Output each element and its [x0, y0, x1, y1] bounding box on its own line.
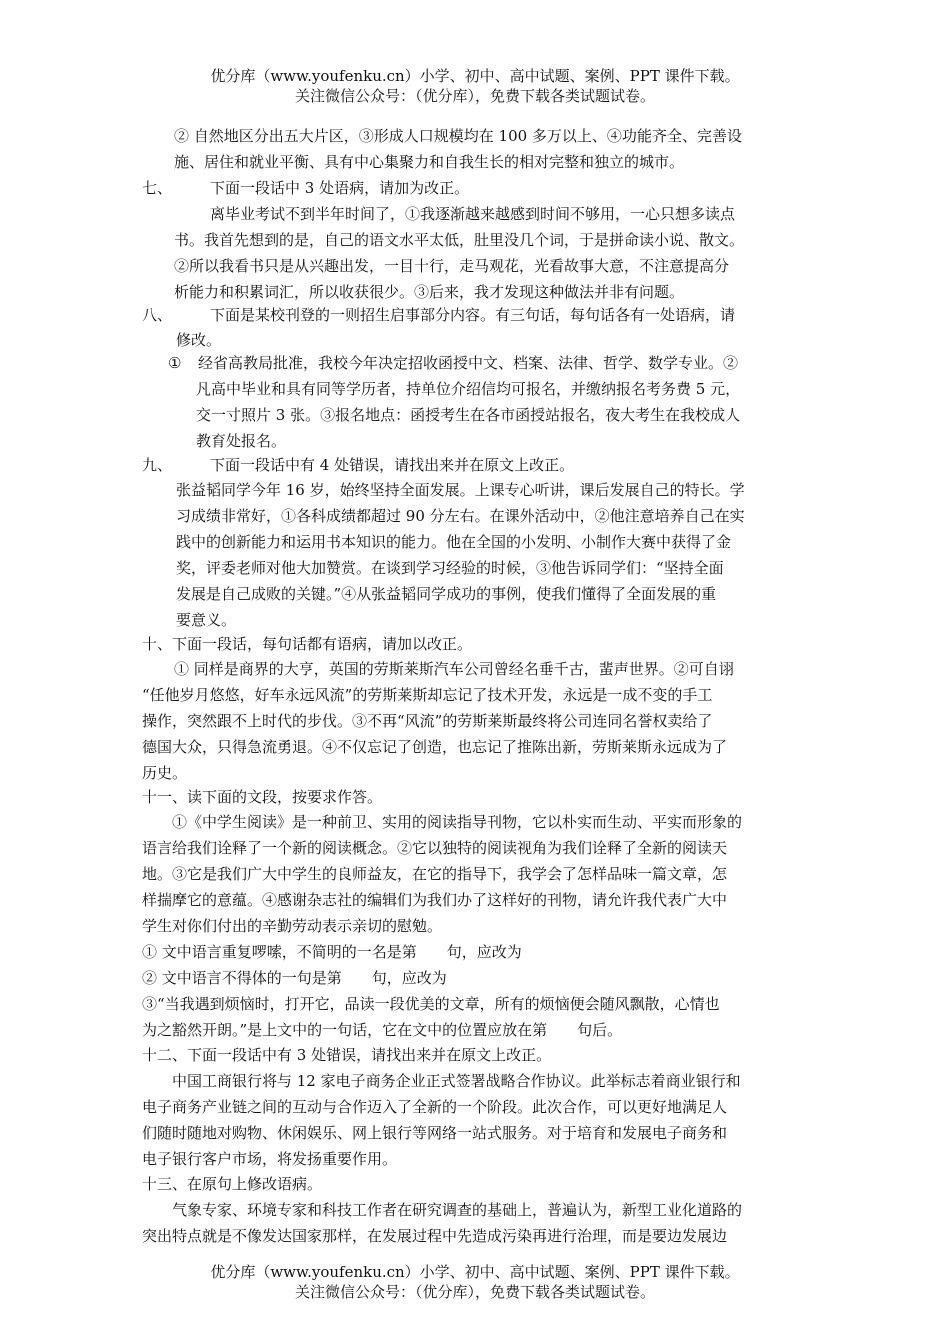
q10-title: 十、下面一段话，每句话都有语病，请加以改正。 [142, 635, 473, 653]
q13-line: 气象专家、环境专家和科技工作者在研究调查的基础上，普遍认为，新型工业化道路的 [172, 1201, 743, 1219]
q7-line: 离毕业考试不到半年时间了，①我逐渐越来越感到时间不够用，一心只想多读点 [210, 205, 736, 223]
q11-item: ③“当我遇到烦恼时，打开它，品读一段优美的文章，所有的烦恼便会随风飘散，心情也 [142, 995, 720, 1013]
footer-line-1: 优分库（www.youfenku.cn）小学、初中、高中试题、案例、PPT 课件下载。 [210, 1263, 740, 1281]
q12-title: 十二、下面一段话中有 3 处错误，请找出来并在原文上改正。 [142, 1046, 552, 1064]
q11-line: 样揣摩它的意蕴。④感谢杂志社的编辑们为我们办了这样好的刊物，请允许我代表广大中 [142, 891, 728, 909]
q12-line: 电子银行客户市场，将发扬重要作用。 [142, 1150, 398, 1168]
q7-line: 析能力和积累词汇，所以收获很少。③后来，我才发现这种做法并非有问题。 [174, 283, 685, 301]
q11-line: 地。③它是我们广大中学生的良师益友，在它的指导下，我学会了怎样品味一篇文章，怎 [142, 865, 728, 883]
q12-line: 中国工商银行将与 12 家电子商务企业正式签署战略合作协议。此举标志着商业银行和 [172, 1072, 741, 1090]
q9-title: 下面一段话中有 4 处错误，请找出来并在原文上改正。 [210, 456, 575, 474]
q8-line: 凡高中毕业和具有同等学历者，持单位介绍信均可报名，并缴纳报名考务费 5 元， [196, 380, 741, 398]
q11-line: 语言给我们诠释了一个新的阅读概念。②它以独特的阅读视角为我们诠释了全新的阅读天 [142, 839, 728, 857]
q9-number: 九、 [142, 456, 173, 474]
q11-line: 学生对你们付出的辛勤劳动表示亲切的慰勉。 [142, 917, 443, 935]
q8-line: 经省高教局批准，我校今年决定招收函授中文、档案、法律、哲学、数学专业。② [198, 354, 739, 372]
q12-line: 们随时随地对购物、休闲娱乐、网上银行等网络一站式服务。对于培育和发展电子商务和 [142, 1124, 728, 1142]
q9-line: 张益韬同学今年 16 岁，始终坚持全面发展。上课专心听讲，课后发展自己的特长。学 [176, 481, 745, 499]
q13-title: 十三、在原句上修改语病。 [142, 1175, 323, 1193]
q7-number: 七、 [142, 179, 173, 197]
q10-line: “任他岁月悠悠，好车永远风流”的劳斯莱斯却忘记了技术开发，永远是一成不变的手工 [142, 686, 713, 704]
q7-line: ②所以我看书只是从兴趣出发，一目十行，走马观花，光看故事大意，不注意提高分 [174, 257, 730, 275]
q8-marker: ① [168, 354, 182, 372]
q8-line: 交一寸照片 3 张。③报名地点：函授考生在各市函授站报名，夜大考生在我校成人 [196, 406, 741, 424]
q9-line: 习成绩非常好，①各科成绩都超过 90 分左右。在课外活动中，②他注意培养自己在实 [176, 507, 745, 525]
header-line-2: 关注微信公众号：（优分库），免费下载各类试题试卷。 [294, 87, 655, 105]
q8-number: 八、 [142, 306, 173, 324]
q11-item: 为之豁然开朗。”是上文中的一句话，它在文中的位置应放在第 句后。 [142, 1021, 623, 1039]
q7-title: 下面一段话中 3 处语病，请加为改正。 [210, 179, 470, 197]
q12-line: 电子商务产业链之间的互动与合作迈入了全新的一个阶段。此次合作，可以更好地满足人 [142, 1098, 728, 1116]
q11-title: 十一、读下面的文段，按要求作答。 [142, 788, 383, 806]
q10-line: ① 同样是商界的大亨，英国的劳斯莱斯汽车公司曾经名垂千古，蜚声世界。②可自诩 [174, 660, 734, 678]
page-header [0, 66, 950, 106]
q9-line: 发展是自己成败的关键。”④从张益韬同学成功的事例，使我们懂得了全面发展的重 [176, 585, 717, 603]
q11-item: ② 文中语言不得体的一句是第 句，应改为 [142, 969, 447, 987]
q8-line: 教育处报名。 [196, 432, 287, 450]
page-footer [0, 1262, 950, 1302]
continuation-line: 施、居住和就业平衡、具有中心集聚力和自我生长的相对完整和独立的城市。 [174, 153, 685, 171]
q11-item: ① 文中语言重复啰嗦，不简明的一名是第 句，应改为 [142, 943, 522, 961]
header-line-1: 优分库（www.youfenku.cn）小学、初中、高中试题、案例、PPT 课件下载。 [210, 67, 740, 85]
q7-line: 书。我首先想到的是，自己的语文水平太低，肚里没几个词，于是拼命读小说、散文。 [174, 231, 745, 249]
q10-line: 操作，突然跟不上时代的步伐。③不再“风流”的劳斯莱斯最终将公司连同名誉权卖给了 [142, 712, 713, 730]
q9-line: 奖，评委老师对他大加赞赏。在谈到学习经验的时候，③他告诉同学们：“坚持全面 [176, 559, 724, 577]
q10-line: 德国大众，只得急流勇退。④不仅忘记了创造，也忘记了推陈出新，劳斯莱斯永远成为了 [142, 738, 728, 756]
q8-title: 下面是某校刊登的一则招生启事部分内容。有三句话，每句话各有一处语病，请 [210, 306, 736, 324]
q11-line: ①《中学生阅读》是一种前卫、实用的阅读指导刊物，它以朴实而生动、平实而形象的 [172, 813, 743, 831]
q9-line: 践中的创新能力和运用书本知识的能力。他在全国的小发明、小制作大赛中获得了金 [176, 533, 732, 551]
q13-line: 突出特点就是不像发达国家那样，在发展过程中先造成污染再进行治理，而是要边发展边 [142, 1227, 728, 1245]
q9-line: 要意义。 [176, 611, 237, 629]
footer-line-2: 关注微信公众号：（优分库），免费下载各类试题试卷。 [294, 1283, 655, 1301]
q8-title: 修改。 [176, 331, 222, 349]
q10-line: 历史。 [142, 764, 188, 782]
continuation-line: ② 自然地区分出五大片区，③形成人口规模均在 100 多万以上、④功能齐全、完善设 [174, 127, 742, 145]
